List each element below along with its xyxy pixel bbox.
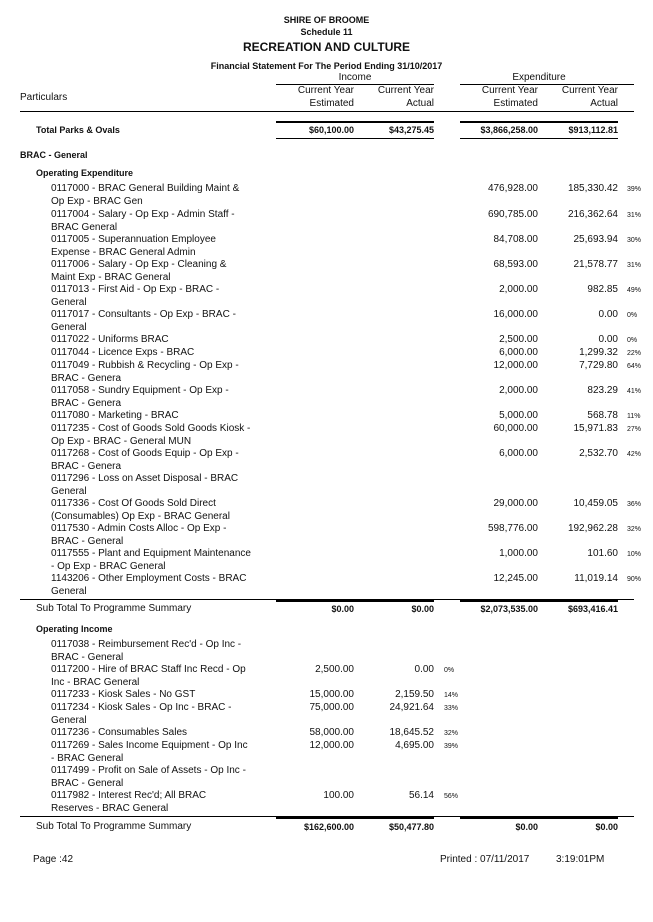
income-estimated-header-line2: Estimated xyxy=(309,98,354,109)
opex-description: 0117044 - Licence Exps - BRAC xyxy=(51,347,195,358)
total-parks-expenditure-estimated: $3,866,258.00 xyxy=(480,125,538,135)
opex-percent: 49% xyxy=(627,287,642,294)
expenditure-actual-header-line1: Current Year xyxy=(561,85,618,96)
opex-description: 0117296 - Loss on Asset Disposal - BRAC General xyxy=(51,473,239,497)
opinc-estimated: 2,500.00 xyxy=(315,664,354,675)
total-parks-expenditure-actual: $913,112.81 xyxy=(568,125,618,135)
printed-time: 3:19:01PM xyxy=(556,854,605,865)
opex-description: 0117049 - Rubbish & Recycling - Op Exp - BRAC - Genera xyxy=(51,360,239,384)
opex-subtotal-income-rule xyxy=(276,600,434,602)
opex-estimated: 29,000.00 xyxy=(493,498,538,509)
opinc-percent: 56% xyxy=(444,793,459,800)
total-parks-income-underline xyxy=(276,138,434,139)
opex-description: 0117080 - Marketing - BRAC xyxy=(51,410,179,421)
opex-estimated: 2,000.00 xyxy=(499,385,538,396)
opex-estimated: 12,000.00 xyxy=(493,360,538,371)
opex-subtotal-income-estimated: $0.00 xyxy=(331,604,354,614)
total-parks-income-actual: $43,275.45 xyxy=(388,125,434,135)
opex-actual: 11,019.14 xyxy=(574,573,618,584)
opex-actual: 10,459.05 xyxy=(573,498,618,509)
opex-estimated: 476,928.00 xyxy=(487,183,538,194)
printed-date: Printed : 07/11/2017 xyxy=(440,854,530,865)
opinc-description: 0117038 - Reimbursement Rec'd - Op Inc - BRAC - General xyxy=(51,639,242,663)
opex-actual: 0.00 xyxy=(598,334,618,345)
opex-actual: 216,362.64 xyxy=(567,209,618,220)
section-title: RECREATION AND CULTURE xyxy=(242,40,411,54)
opinc-actual: 24,921.64 xyxy=(389,702,434,713)
opex-estimated: 690,785.00 xyxy=(487,209,538,220)
income-actual-header-line1: Current Year xyxy=(377,85,434,96)
opex-estimated: 6,000.00 xyxy=(499,448,538,459)
opex-estimated: 2,500.00 xyxy=(499,334,538,345)
opex-percent: 42% xyxy=(627,451,642,458)
opinc-actual: 2,159.50 xyxy=(395,689,434,700)
opex-subtotal-expenditure-actual: $693,416.41 xyxy=(567,604,618,614)
opex-actual: 823.29 xyxy=(587,385,618,396)
opex-actual: 568.78 xyxy=(587,410,618,421)
opex-subtotal-expenditure-rule xyxy=(460,600,618,602)
opinc-actual: 0.00 xyxy=(414,664,434,675)
opex-percent: 30% xyxy=(627,237,642,244)
opex-estimated: 5,000.00 xyxy=(499,410,538,421)
opex-subtotal-label: Sub Total To Programme Summary xyxy=(36,603,192,614)
opinc-description: 0117233 - Kiosk Sales - No GST xyxy=(51,689,196,700)
opinc-heading: Operating Income xyxy=(36,624,113,634)
opex-estimated: 2,000.00 xyxy=(499,284,538,295)
opex-actual: 982.85 xyxy=(587,284,618,295)
opex-percent: 0% xyxy=(627,337,638,344)
income-estimated-header-line1: Current Year xyxy=(297,85,354,96)
opinc-description: 0117236 - Consumables Sales xyxy=(51,727,188,738)
opex-percent: 36% xyxy=(627,501,642,508)
opex-description: 0117022 - Uniforms BRAC xyxy=(51,334,169,345)
opex-description: 0117013 - First Aid - Op Exp - BRAC - General xyxy=(51,284,220,308)
opex-percent: 41% xyxy=(627,388,642,395)
opex-description: 0117530 - Admin Costs Alloc - Op Exp - BRAC - General xyxy=(51,523,227,547)
opinc-subtotal-income-estimated: $162,600.00 xyxy=(303,822,354,832)
opex-subtotal-expenditure-estimated: $2,073,535.00 xyxy=(480,604,538,614)
opex-description: 0117268 - Cost of Goods Equip - Op Exp - BRAC - Genera xyxy=(51,448,239,472)
opinc-estimated: 12,000.00 xyxy=(309,740,354,751)
opex-percent: 22% xyxy=(627,350,642,357)
opex-actual: 7,729.80 xyxy=(579,360,618,371)
opinc-subtotal-expenditure-rule xyxy=(460,817,618,819)
opinc-actual: 4,695.00 xyxy=(395,740,434,751)
total-parks-label: Total Parks & Ovals xyxy=(36,125,120,135)
opex-description: 0117006 - Salary - Op Exp - Cleaning & Maint Exp - BRAC General xyxy=(51,259,227,283)
income-header-rule xyxy=(276,84,434,85)
opex-percent: 11% xyxy=(627,413,641,420)
opex-actual: 1,299.32 xyxy=(579,347,618,358)
opex-percent: 10% xyxy=(627,551,642,558)
header-bottom-rule xyxy=(20,111,634,112)
opinc-description: 0117982 - Interest Rec'd; All BRAC Reserves - BRAC General xyxy=(51,790,207,814)
total-parks-income-estimated: $60,100.00 xyxy=(308,125,354,135)
total-parks-expenditure-rule xyxy=(460,121,618,123)
opex-actual: 2,532.70 xyxy=(579,448,618,459)
opex-actual: 185,330.42 xyxy=(567,183,618,194)
total-parks-income-rule xyxy=(276,121,434,123)
opinc-percent: 39% xyxy=(444,743,459,750)
opex-percent: 90% xyxy=(627,576,642,583)
opex-heading: Operating Expenditure xyxy=(36,168,134,178)
opinc-subtotal-income-actual: $50,477.80 xyxy=(388,822,434,832)
income-header: Income xyxy=(338,72,372,83)
statement-title: Financial Statement For The Period Ending 31/10/2017 xyxy=(210,61,443,71)
opinc-percent: 0% xyxy=(444,667,455,674)
opex-estimated: 84,708.00 xyxy=(493,234,538,245)
income-actual-header-line2: Actual xyxy=(406,98,434,109)
expenditure-header-rule xyxy=(460,84,634,85)
opex-estimated: 12,245.00 xyxy=(493,573,538,584)
opex-estimated: 16,000.00 xyxy=(493,309,538,320)
opex-estimated: 68,593.00 xyxy=(493,259,538,270)
opinc-estimated: 75,000.00 xyxy=(309,702,354,713)
opex-description: 0117058 - Sundry Equipment - Op Exp - BRAC - Genera xyxy=(51,385,229,409)
opex-actual: 15,971.83 xyxy=(573,423,618,434)
section-heading: BRAC - General xyxy=(20,150,88,160)
opinc-subtotal-income-rule xyxy=(276,817,434,819)
opex-actual: 21,578.77 xyxy=(573,259,618,270)
opinc-percent: 14% xyxy=(444,692,459,699)
opex-estimated: 1,000.00 xyxy=(499,548,538,559)
opinc-estimated: 15,000.00 xyxy=(309,689,354,700)
opex-percent: 32% xyxy=(627,526,642,533)
expenditure-estimated-header-line2: Estimated xyxy=(493,98,538,109)
opinc-description: 0117200 - Hire of BRAC Staff Inc Recd - Op Inc - BRAC General xyxy=(51,664,246,688)
opinc-actual: 56.14 xyxy=(408,790,434,801)
opinc-actual: 18,645.52 xyxy=(389,727,434,738)
opex-percent: 31% xyxy=(627,262,642,269)
opinc-subtotal-label: Sub Total To Programme Summary xyxy=(36,821,192,832)
page-number: Page :42 xyxy=(33,854,74,865)
opex-percent: 39% xyxy=(627,186,642,193)
opex-percent: 64% xyxy=(627,363,642,370)
expenditure-actual-header-line2: Actual xyxy=(590,98,618,109)
opex-actual: 0.00 xyxy=(598,309,618,320)
opinc-estimated: 100.00 xyxy=(323,790,354,801)
particulars-header: Particulars xyxy=(20,92,68,103)
opex-description: 0117235 - Cost of Goods Sold Goods Kiosk - Op Exp - BRAC - General MUN xyxy=(51,423,251,447)
schedule-number: Schedule 11 xyxy=(300,27,353,37)
opinc-description: 0117499 - Profit on Sale of Assets - Op Inc - BRAC - General xyxy=(51,765,246,789)
opinc-percent: 32% xyxy=(444,730,459,737)
opinc-percent: 33% xyxy=(444,705,459,712)
opinc-subtotal-expenditure-actual: $0.00 xyxy=(595,822,618,832)
total-parks-expenditure-underline xyxy=(460,138,618,139)
opinc-subtotal-expenditure-estimated: $0.00 xyxy=(515,822,538,832)
opex-description: 0117000 - BRAC General Building Maint & Op Exp - BRAC Gen xyxy=(51,183,240,207)
opex-actual: 25,693.94 xyxy=(573,234,618,245)
opex-actual: 101.60 xyxy=(587,548,618,559)
shire-name: SHIRE OF BROOME xyxy=(283,15,370,25)
opex-actual: 192,962.28 xyxy=(567,523,618,534)
opex-percent: 31% xyxy=(627,212,642,219)
opex-percent: 27% xyxy=(627,426,642,433)
opex-description: 0117017 - Consultants - Op Exp - BRAC - General xyxy=(51,309,236,333)
opex-description: 0117336 - Cost Of Goods Sold Direct (Consumables) Op Exp - BRAC General xyxy=(51,498,230,522)
opex-subtotal-income-actual: $0.00 xyxy=(411,604,434,614)
opex-description: 0117555 - Plant and Equipment Maintenance - Op Exp - BRAC General xyxy=(51,548,251,572)
opex-estimated: 60,000.00 xyxy=(493,423,538,434)
expenditure-estimated-header-line1: Current Year xyxy=(481,85,538,96)
opex-percent: 0% xyxy=(627,312,638,319)
opinc-estimated: 58,000.00 xyxy=(309,727,354,738)
opex-description: 0117004 - Salary - Op Exp - Admin Staff - BRAC General xyxy=(51,209,235,233)
opex-estimated: 6,000.00 xyxy=(499,347,538,358)
opex-description: 1143206 - Other Employment Costs - BRAC General xyxy=(51,573,247,597)
opex-estimated: 598,776.00 xyxy=(487,523,538,534)
expenditure-header: Expenditure xyxy=(512,72,566,83)
opinc-description: 0117269 - Sales Income Equipment - Op Inc - BRAC General xyxy=(51,740,248,764)
opex-description: 0117005 - Superannuation Employee Expense - BRAC General Admin xyxy=(51,234,216,258)
opinc-description: 0117234 - Kiosk Sales - Op Inc - BRAC - General xyxy=(51,702,232,726)
